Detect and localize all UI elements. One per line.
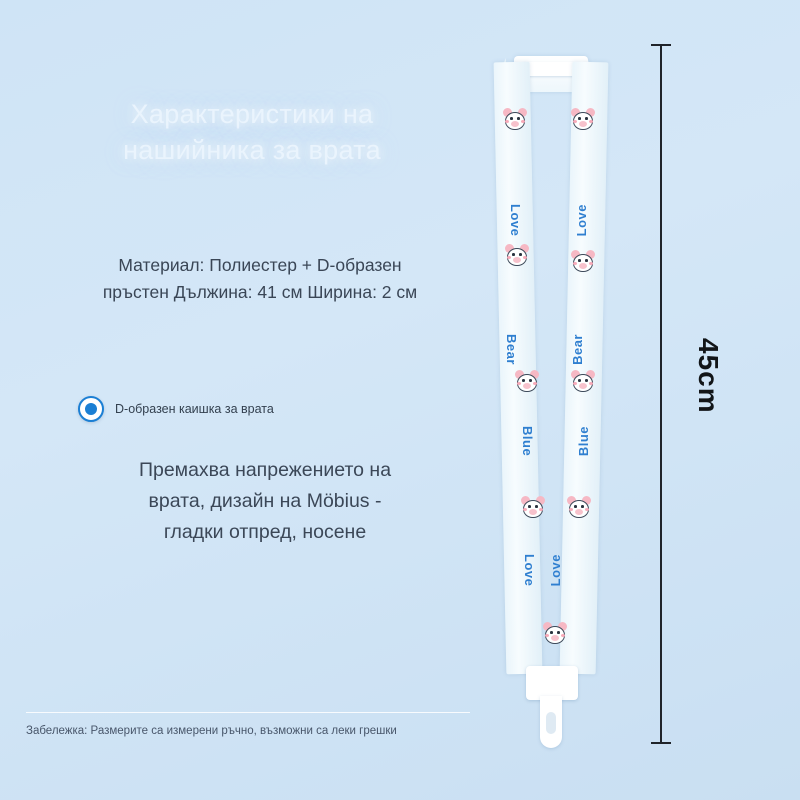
dimension-line [660,44,662,744]
page-title [62,96,442,168]
bear-face-icon [570,250,596,274]
bear-face-icon [502,108,528,132]
strap-word: Bear [504,334,519,365]
dimension-cap-bottom [651,742,671,744]
bear-face-icon [570,370,596,394]
strap-word: Love [548,554,563,587]
strap-word: Love [574,204,589,237]
note-section [26,712,470,737]
feature-description [60,455,470,548]
radio-selected-dot [85,403,97,415]
dimension-shaft [660,44,662,744]
page-title-line2: нашийника за врата [123,135,381,165]
dimension-label: 45cm [693,338,724,414]
option-label: D-образен каишка за врата [115,402,274,416]
strap-word: Love [508,204,523,237]
bear-face-icon [504,244,530,268]
option-row-d-ring[interactable] [78,396,274,422]
material-spec-line1: Материал: Полиестер + D-образен [118,255,402,275]
bear-face-icon [514,370,540,394]
strap-word: Blue [520,426,535,457]
strap-word: Bear [570,334,585,365]
strap-connector-hole [546,712,556,734]
page-title-line1: Характеристики на [130,99,374,129]
bear-face-icon [520,496,546,520]
strap-leg-right [560,62,609,675]
lanyard-illustration [470,44,660,756]
bear-face-icon [542,622,568,646]
feature-line1: Премахва напрежението на [138,459,392,481]
feature-line3: гладки отпред, носене [163,521,367,543]
bear-face-icon [570,108,596,132]
bear-face-icon [566,496,592,520]
feature-line2: врата, дизайн на Möbius - [148,490,382,512]
radio-button-icon[interactable] [78,396,104,422]
strap-word: Love [522,554,537,587]
dimension-cap-top [651,44,671,46]
material-spec-line2: пръстен Дължина: 41 см Ширина: 2 см [102,282,418,302]
material-spec [50,252,470,306]
strap-word: Blue [576,426,591,457]
strap-connector [526,666,578,700]
note-text: Забележка: Размерите са измерени ръчно, възможни са леки грешки [26,725,397,737]
